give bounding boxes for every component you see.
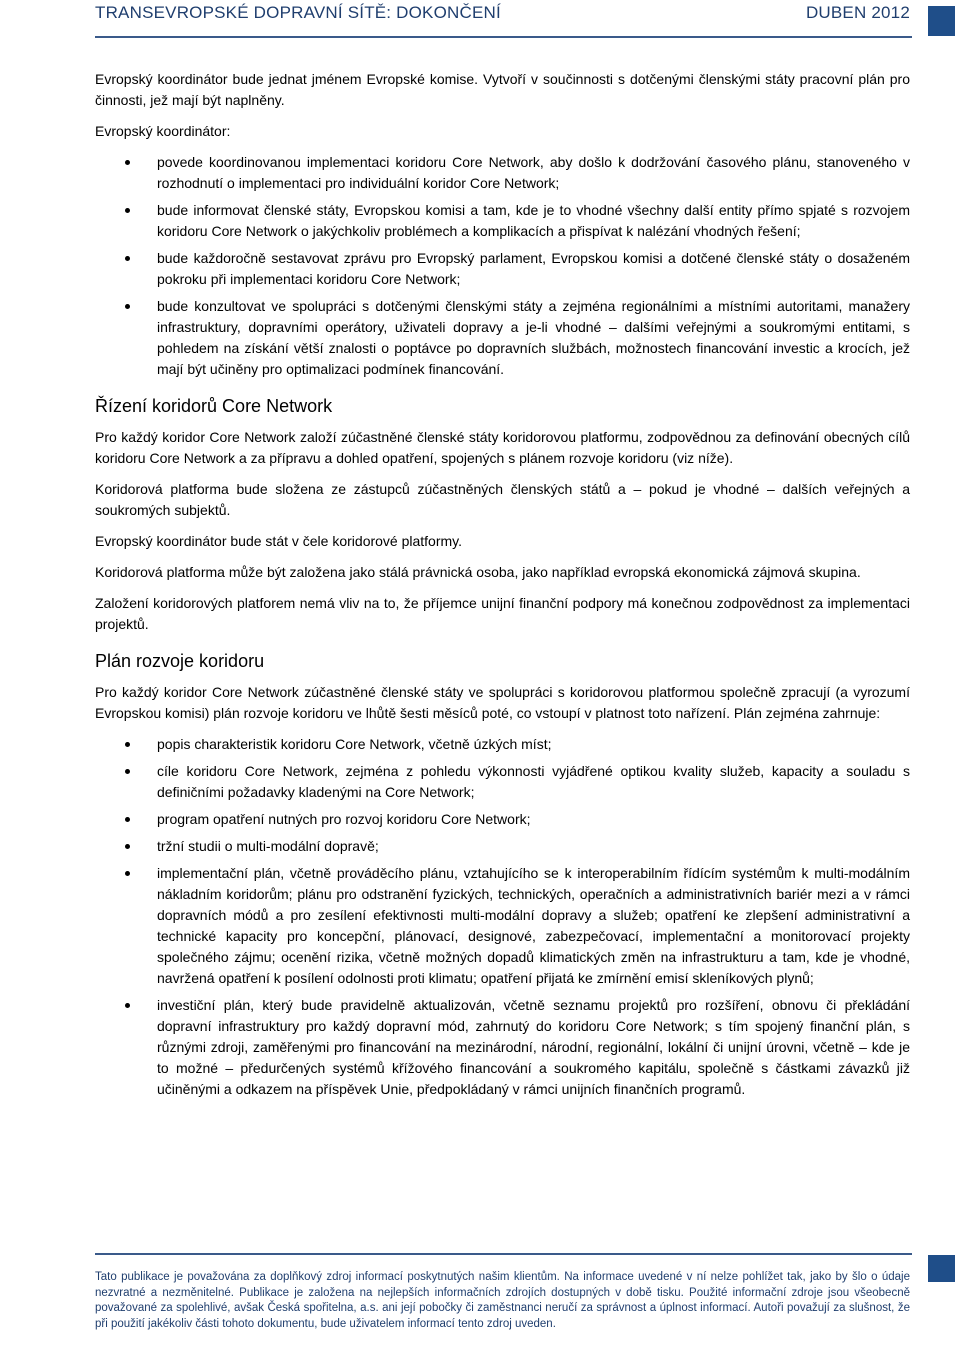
paragraph: Koridorová platforma bude složena ze zástupců zúčastněných členských států a – pokud je vhodné – dalších veřejných a soukromých subjektů. [95, 481, 910, 518]
header-accent-square [928, 6, 955, 36]
coordinator-duties-list [95, 152, 910, 380]
paragraph: Založení koridorových platforem nemá vliv na to, že příjemce unijní finanční podpory má konečnou zodpovědnost za implementaci projektů. [95, 595, 910, 632]
footer-disclaimer: Tato publikace je považována za doplňkový zdroj informací poskytnutých našim klientům. Na informace uvedené v ní nelze pohlížet tak, jako by šlo o údaje nezvratné a nezměnitelné. Publikace je založena na nejlepších informačních zdrojích dostupných v době tisku. Použité informační zdroje jsou všeobecně považované za spolehlivé, avšak Česká spořitelna, a.s. ani její pobočky či zaměstnanci neručí za správnost a úplnost informací. Autoři považují za slušnost, že při použití jakékoliv části tohoto dokumentu, bude uživatelem informací tento zdroj uveden. [95, 1271, 910, 1330]
coordinator-lead: Evropský koordinátor: [95, 123, 231, 139]
paragraph: Koridorová platforma může být založena jako stálá právnická osoba, jako například evropská ekonomická zájmová skupina. [95, 564, 861, 580]
list-item: bude informovat členské státy, Evropskou komisi a tam, kde je to vhodné všechny další entity přímo spjaté s rozvojem koridoru Core Network o jakýchkoliv problémech a komplikacích a přispívat k nalézání vhodných řešení; [95, 200, 910, 242]
header-title: TRANSEVROPSKÉ DOPRAVNÍ SÍTĚ: DOKONČENÍ [95, 3, 501, 22]
paragraph: Evropský koordinátor bude stát v čele koridorové platformy. [95, 533, 463, 549]
section-heading-development-plan: Plán rozvoje koridoru [95, 651, 265, 671]
footer-accent-square [928, 1255, 955, 1282]
page-footer [0, 1250, 960, 1352]
paragraph: Pro každý koridor Core Network zúčastněné členské státy ve spolupráci s koridorovou platformou společně zpracují (a vyrozumí Evropskou komisi) plán rozvoje koridoru ve lhůtě šesti měsíců poté, co vstoupí v platnost toto nařízení. Plán zejména zahrnuje: [95, 684, 910, 721]
list-item: investiční plán, který bude pravidelně aktualizován, včetně seznamu projektů pro rozšíření, obnovu či překládání dopravní infrastruktury pro každý dopravní mód, zahrnutý do koridoru Core Network; s tím spojený finanční plán, s různými zdroji, zaměřenými pro financování na mezinárodní, národní, regionální, lokální či unijní úrovni, včetně – kde je to možné – předurčených systémů křížového financování a soukromého kapitálu, společně s částkami závazků již učiněnými a odkazem na příspěvek Unie, předpokládaný v rámci unijních finančních programů. [95, 995, 910, 1100]
intro-paragraph: Evropský koordinátor bude jednat jménem Evropské komise. Vytvoří v součinnosti s dotčenými členskými státy pracovní plán pro činnosti, jež mají být naplněny. [95, 71, 910, 108]
list-item: cíle koridoru Core Network, zejména z pohledu výkonnosti vyjádřené optikou kvality služeb, kapacity a souladu s definičními požadavky kladenými na Core Network; [95, 761, 910, 803]
list-item: tržní studii o multi-modální dopravě; [95, 836, 910, 857]
paragraph: Pro každý koridor Core Network založí zúčastněné členské státy koridorovou platformu, zodpovědnou za definování obecných cílů koridoru Core Network a za přípravu a dohled opatření, spojených s plánem rozvoje koridoru (viz níže). [95, 429, 910, 466]
list-item: program opatření nutných pro rozvoj koridoru Core Network; [95, 809, 910, 830]
list-item: povede koordinovanou implementaci koridoru Core Network, aby došlo k dodržování časového plánu, stanoveného v rozhodnutí o implementaci pro individuální koridor Core Network; [95, 152, 910, 194]
list-item: popis charakteristik koridoru Core Network, včetně úzkých míst; [95, 734, 910, 755]
document-body [95, 69, 910, 1112]
section-heading-governance: Řízení koridorů Core Network [95, 396, 333, 416]
list-item: implementační plán, včetně prováděcího plánu, vztahujícího se k interoperabilním řídícím systémům k multi-modálním nákladním koridorům; plánu pro odstranění fyzických, technických, operačních a administrativních bariér mezi a v rámci dopravních módů a pro zesílení efektivnosti multi-modální dopravy a služeb; opatření ke zlepšení administrativní a technické kapacity pro koncepční, plánovací, designové, zabezpečovací, implementační a monitorovací projekty společného zájmu; ocenění rizika, včetně možných dopadů klimatických změn na infrastrukturu a tam, kde je vhodné, navržená opatření k posílení odolnosti proti klimatu; opatření přijatá ke zmírnění emisí skleníkových plynů; [95, 863, 910, 989]
list-item: bude konzultovat ve spolupráci s dotčenými členskými státy a zejména regionálními a místními autoritami, manažery infrastruktury, dopravními operátory, uživateli dopravy a je-li vhodné – dalšími veřejnými a soukromými entitami, s pohledem na získání větší znalosti o poptávce po dopravních službách, možnostech financování investic a krocích, jež mají být učiněny pro optimalizaci podmínek financování. [95, 296, 910, 380]
page-header [0, 0, 960, 38]
plan-contents-list [95, 734, 910, 1100]
footer-divider [95, 1253, 912, 1255]
list-item: bude každoročně sestavovat zprávu pro Evropský parlament, Evropskou komisi a dotčené členské státy o dosaženém pokroku při implementaci koridoru Core Network; [95, 248, 910, 290]
header-divider [95, 36, 912, 38]
header-date: DUBEN 2012 [805, 3, 910, 22]
